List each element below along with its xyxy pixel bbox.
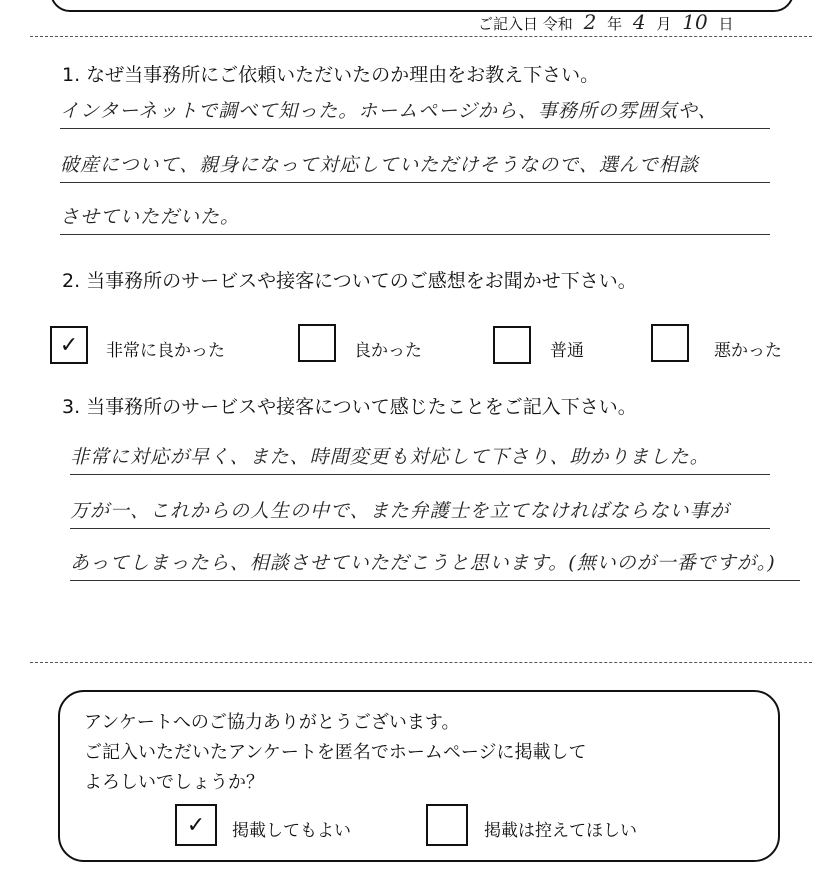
year-value: 2 (583, 10, 597, 34)
notice-line-2: ご記入いただいたアンケートを匿名でホームページに掲載して (84, 742, 587, 763)
notice-line-3: よろしいでしょうか？ (84, 772, 264, 793)
date-row (478, 10, 733, 34)
q3-answer-line-3: あってしまったら、相談させていただこうと思います。(無いのが一番ですが。) (70, 546, 800, 581)
q2-option-2-label: 良かった (354, 341, 422, 361)
month-unit: 月 (656, 15, 672, 33)
question-3: 3. 当事務所のサービスや接客について感じたことをご記入下さい。 (62, 396, 637, 418)
q3-answer-line-1: 非常に対応が早く、また、時間変更も対応して下さり、助かりました。 (70, 440, 770, 475)
year-unit: 年 (607, 15, 623, 33)
consent-no-checkbox[interactable] (426, 804, 468, 846)
q1-answer-line-3: させていただいた。 (60, 200, 770, 235)
month-value: 4 (632, 10, 646, 34)
top-dashed-divider (30, 36, 812, 37)
consent-yes-label: 掲載してもよい (232, 821, 351, 841)
consent-yes-checkbox[interactable] (175, 804, 217, 846)
q2-option-4-label: 悪かった (714, 341, 782, 361)
bottom-dashed-divider (30, 662, 812, 663)
question-2: 2. 当事務所のサービスや接客についてのご感想をお聞かせ下さい。 (62, 270, 637, 292)
notice-line-1: アンケートへのご協力ありがとうございます。 (84, 712, 460, 733)
day-unit: 日 (718, 15, 734, 33)
consent-no-label: 掲載は控えてほしい (484, 821, 637, 841)
check-mark-icon: ✓ (59, 332, 79, 358)
q2-option-3-checkbox[interactable] (493, 326, 531, 364)
q2-option-3-label: 普通 (550, 341, 584, 361)
question-1: 1. なぜ当事務所にご依頼いただいたのか理由をお教え下さい。 (62, 64, 600, 86)
q2-option-2-checkbox[interactable] (298, 324, 336, 362)
check-mark-icon: ✓ (186, 812, 206, 838)
q2-option-1-checkbox[interactable] (50, 326, 88, 364)
date-label: ご記入日 (478, 15, 539, 33)
era-label: 令和 (542, 15, 573, 33)
day-value: 10 (682, 10, 708, 34)
q1-answer-line-1: インターネットで調べて知った。ホームページから、事務所の雰囲気や、 (60, 94, 770, 129)
q2-option-4-checkbox[interactable] (651, 324, 689, 362)
q2-option-1-label: 非常に良かった (106, 341, 225, 361)
q1-answer-line-2: 破産について、親身になって対応していただけそうなので、選んで相談 (60, 148, 770, 183)
q3-answer-line-2: 万が一、これからの人生の中で、また弁護士を立てなければならない事が (70, 494, 770, 529)
